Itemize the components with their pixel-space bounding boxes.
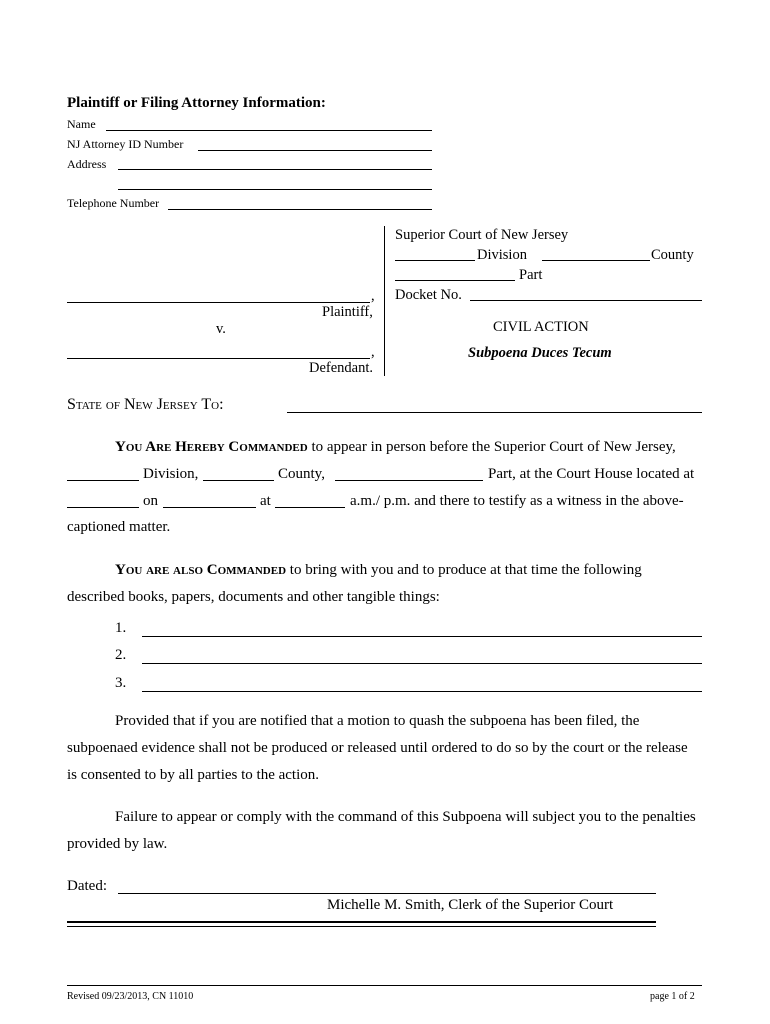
name-field[interactable] [106, 130, 432, 131]
command1-date-field[interactable] [163, 507, 256, 508]
name-label: Name [67, 117, 96, 131]
attorney-info-title: Plaintiff or Filing Attorney Information: [67, 95, 326, 111]
item-field-2[interactable] [142, 663, 702, 664]
telephone-field[interactable] [168, 209, 432, 210]
footer-rule [67, 985, 702, 986]
county-label: County [651, 247, 694, 263]
defendant-comma: , [371, 344, 375, 360]
command1-line1: You Are Hereby Commanded to appear in person before the Superior Court of New Jersey, [115, 439, 676, 455]
division-field[interactable] [395, 260, 475, 261]
provision-line3: is consented to by all parties to the action. [67, 767, 320, 783]
item-number-1: 1. [115, 620, 127, 636]
county-field[interactable] [542, 260, 650, 261]
double-rule-top [67, 921, 656, 923]
court-name: Superior Court of New Jersey [395, 227, 569, 243]
command2-line2: described books, papers, documents and other tangible things: [67, 589, 440, 605]
attorney-id-field[interactable] [198, 150, 432, 151]
plaintiff-comma: , [371, 288, 375, 304]
failure-line2: provided by law. [67, 836, 168, 852]
command1-time-label: a.m./ p.m. and there to testify as a witness in the above- [350, 493, 684, 509]
dated-label: Dated: [67, 878, 107, 894]
part-field[interactable] [395, 280, 515, 281]
command1-at-label: at [260, 493, 271, 509]
command1-division-field[interactable] [67, 480, 139, 481]
clerk-name: Michelle M. Smith, Clerk of the Superior Court [327, 897, 614, 913]
versus-label: v. [216, 321, 226, 337]
address-field-2[interactable] [118, 189, 432, 190]
command1-location-field[interactable] [67, 507, 139, 508]
item-number-2: 2. [115, 647, 127, 663]
command1-county-label: County, [278, 466, 325, 482]
addressee-field[interactable] [287, 412, 702, 413]
command1-on-label: on [143, 493, 158, 509]
command2-line1: You are also Commanded to bring with you and to produce at that time the following [115, 562, 642, 578]
double-rule-bottom [67, 926, 656, 927]
address-field-1[interactable] [118, 169, 432, 170]
revision-note: Revised 09/23/2013, CN 11010 [67, 991, 194, 1002]
attorney-id-label: NJ Attorney ID Number [67, 137, 184, 151]
command1-part-field[interactable] [335, 480, 483, 481]
item-number-3: 3. [115, 675, 127, 691]
plaintiff-label: Plaintiff, [322, 304, 373, 320]
command1-division-label: Division, [143, 466, 199, 482]
provision-line2: subpoenaed evidence shall not be produced or released until ordered to do so by the court or the release [67, 740, 688, 756]
defendant-label: Defendant. [309, 360, 374, 376]
document-type: Subpoena Duces Tecum [468, 345, 612, 361]
item-field-3[interactable] [142, 691, 702, 692]
division-label: Division [477, 247, 527, 263]
docket-label: Docket No. [395, 287, 462, 303]
command1-line-end: captioned matter. [67, 519, 171, 535]
provision-line1: Provided that if you are notified that a motion to quash the subpoena has been filed, the [115, 713, 640, 729]
item-field-1[interactable] [142, 636, 702, 637]
signature-field[interactable] [118, 893, 656, 894]
command1-part-label: Part, at the Court House located at [488, 466, 695, 482]
failure-line1: Failure to appear or comply with the command of this Subpoena will subject you to the penalties [115, 809, 696, 825]
command1-county-field[interactable] [203, 480, 274, 481]
telephone-label: Telephone Number [67, 196, 160, 210]
page-number: page 1 of 2 [650, 991, 695, 1002]
address-label: Address [67, 157, 107, 171]
docket-field[interactable] [470, 300, 702, 301]
part-label: Part [519, 267, 543, 283]
defendant-field[interactable] [67, 358, 370, 359]
command1-time-field[interactable] [275, 507, 345, 508]
caption-divider [384, 226, 385, 376]
plaintiff-field[interactable] [67, 302, 370, 303]
civil-action-label: CIVIL ACTION [493, 319, 589, 335]
addressee-label: State of New Jersey To: [67, 396, 224, 413]
